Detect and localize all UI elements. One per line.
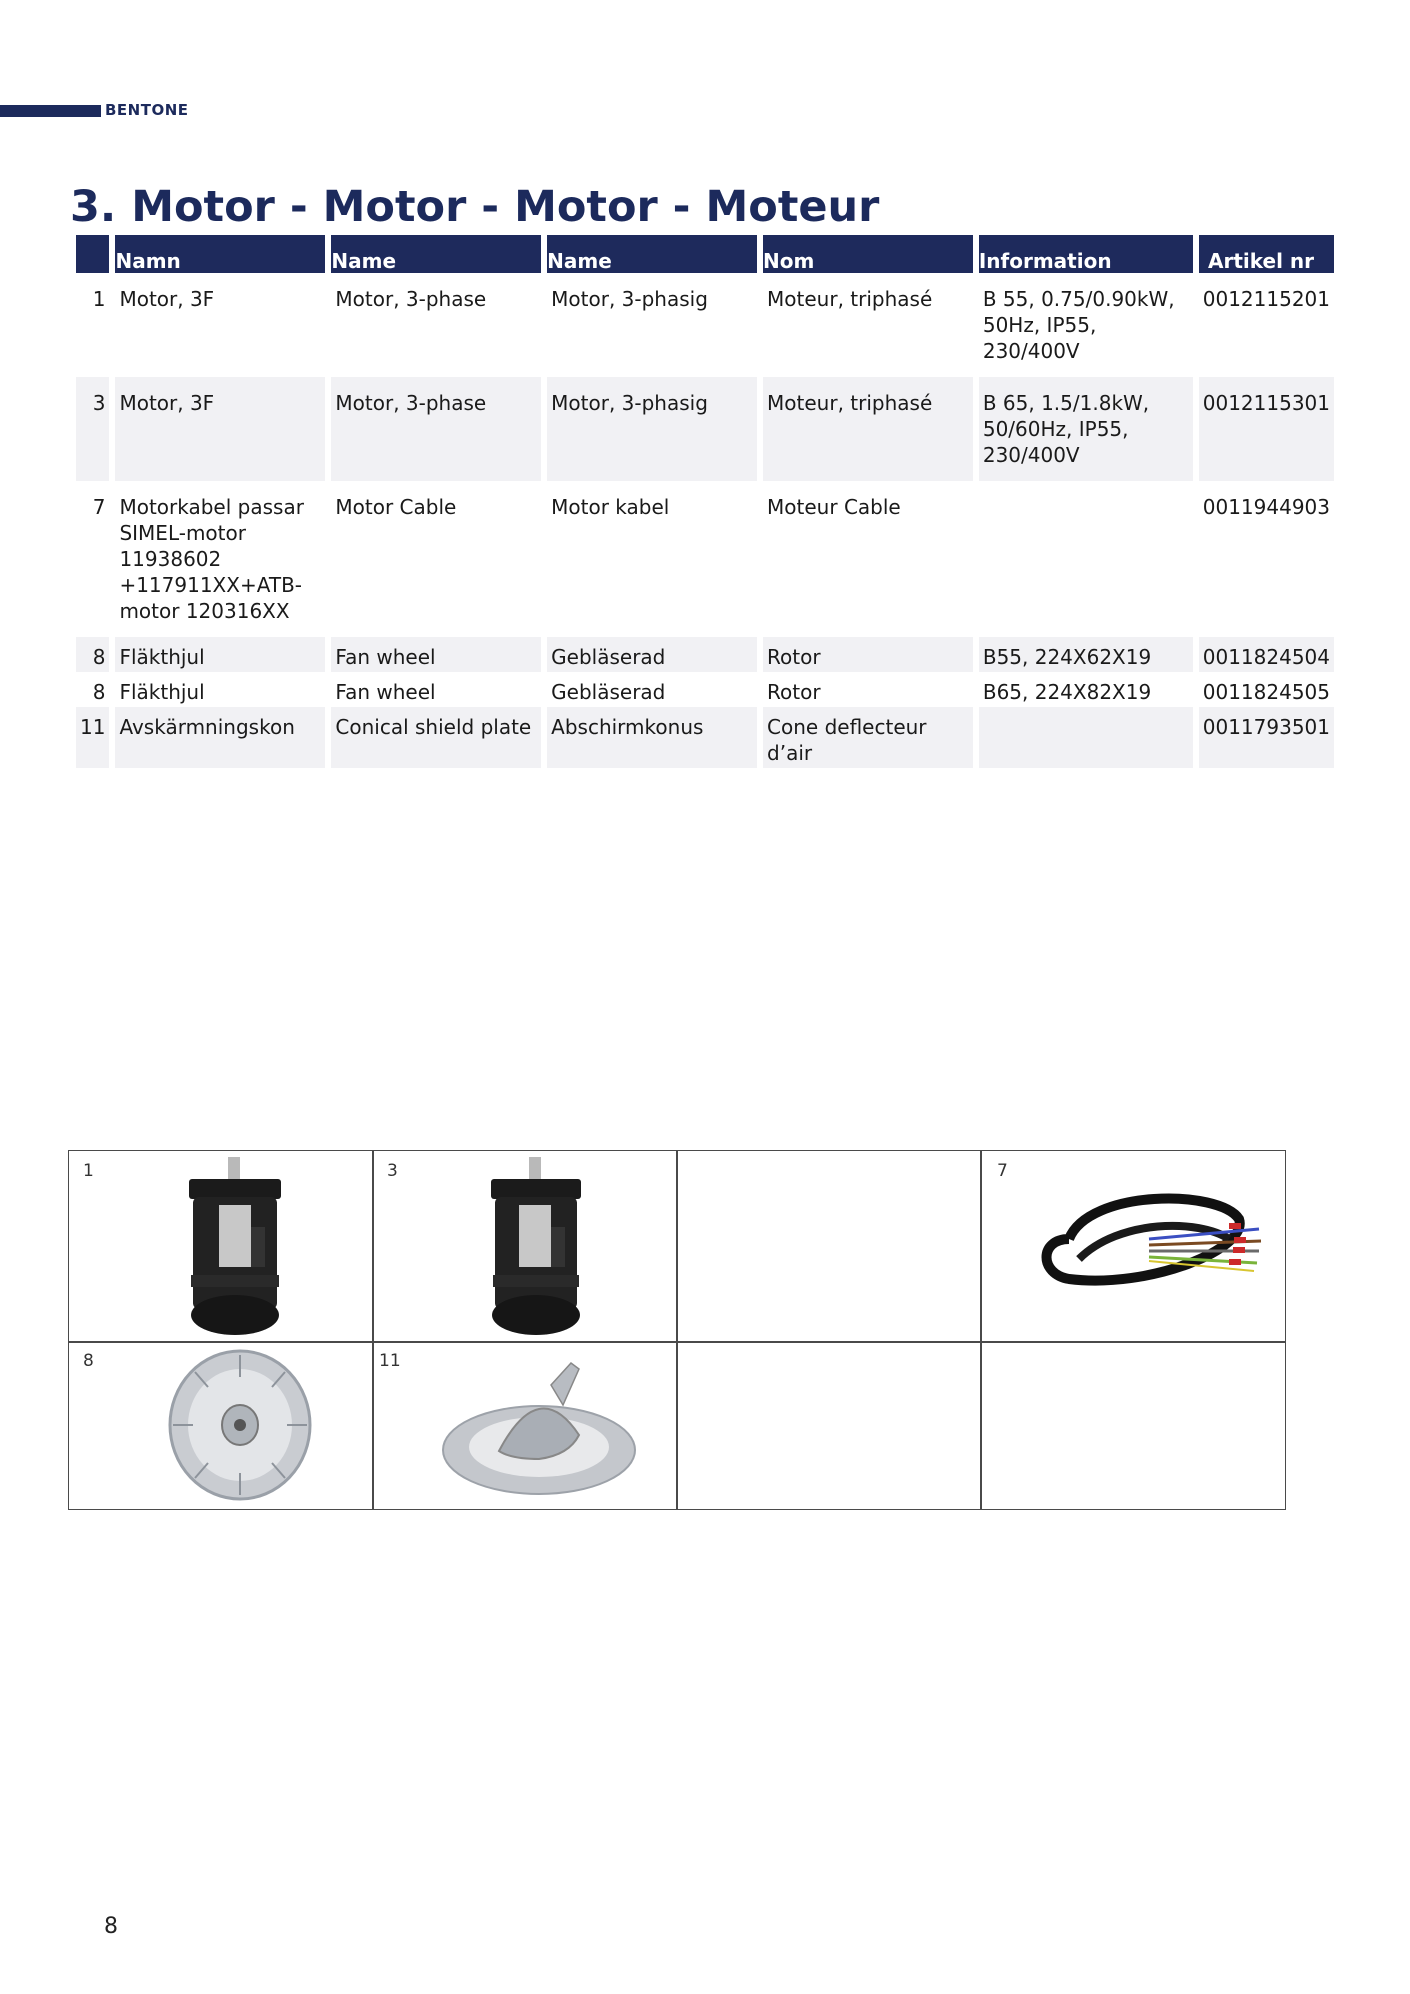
table-row: [76, 377, 1334, 481]
brand-name: BENTONE: [105, 101, 189, 119]
cell-namn: Motor, 3F: [115, 377, 325, 481]
cell-name-en: Motor Cable: [335, 495, 457, 519]
cell-name-en: Motor, 3-phase: [331, 377, 541, 481]
cell-namn: Motor, 3F: [119, 287, 215, 311]
table-row: [76, 481, 1334, 637]
motor-cable-image: [1029, 1179, 1279, 1319]
cell-namn: Fläkthjul: [119, 680, 205, 704]
cell-article-number: 0011944903: [1202, 495, 1330, 519]
grid-divider: [676, 1151, 678, 1509]
col-header-information: Information: [979, 235, 1193, 273]
cell-info: B55, 224X62X19: [979, 637, 1193, 672]
table-row: [76, 707, 1334, 768]
cell-nom: Moteur Cable: [767, 495, 901, 519]
image-label: 1: [83, 1161, 94, 1181]
cell-article-number: 0011824504: [1199, 637, 1334, 672]
cell-namn: Fläkthjul: [115, 637, 325, 672]
page-title: 3. Motor - Motor - Motor - Moteur: [70, 182, 880, 232]
col-header-artikel-nr: Artikel nr: [1199, 235, 1334, 273]
grid-divider: [69, 1341, 1285, 1343]
cell-nom: Cone deflecteur d’air: [763, 707, 973, 768]
table-row: [76, 672, 1334, 707]
col-header-pos: [76, 235, 109, 273]
cell-info: B 65, 1.5/1.8kW, 50/60Hz, IP55, 230/400V: [979, 377, 1193, 481]
image-label: 11: [379, 1351, 401, 1371]
image-label: 7: [997, 1161, 1008, 1181]
fan-wheel-image: [165, 1347, 315, 1502]
parts-table: [70, 235, 1340, 768]
cell-nom: Rotor: [767, 680, 821, 704]
motor-image: [179, 1157, 289, 1337]
cell-name-de: Abschirmkonus: [547, 707, 757, 768]
table-row: [76, 637, 1334, 672]
cell-name-en: Motor, 3-phase: [335, 287, 487, 311]
cell-name-de: Gebläserad: [551, 680, 666, 704]
cell-info: B 55, 0.75/0.90kW, 50Hz, IP55, 230/400V: [982, 287, 1175, 363]
cell-name-de: Gebläserad: [547, 637, 757, 672]
cell-nom: Rotor: [763, 637, 973, 672]
page-number: 8: [104, 1914, 118, 1939]
col-header-nom: Nom: [763, 235, 973, 273]
col-header-name-de: Name: [547, 235, 757, 273]
cell-pos: 7: [92, 495, 106, 519]
table-row: [76, 273, 1334, 377]
cell-pos: 8: [76, 637, 109, 672]
cell-info: B65, 224X82X19: [982, 680, 1152, 704]
cell-article-number: 0011824505: [1202, 680, 1330, 704]
cell-pos: 1: [92, 287, 106, 311]
cell-info: [979, 481, 1193, 637]
image-label: 3: [387, 1161, 398, 1181]
cell-nom: Moteur, triphasé: [767, 287, 933, 311]
cell-name-en: Fan wheel: [331, 637, 541, 672]
col-header-name-en: Name: [331, 235, 541, 273]
grid-divider: [980, 1151, 982, 1509]
image-label: 8: [83, 1351, 94, 1371]
cell-namn: Avskärmningskon: [115, 707, 325, 768]
cell-name-de: Motor, 3-phasig: [547, 377, 757, 481]
cell-pos: 8: [92, 680, 106, 704]
grid-divider: [372, 1151, 374, 1509]
conical-shield-plate-image: [439, 1355, 639, 1500]
cell-pos: 11: [76, 707, 109, 768]
cell-nom: Moteur, triphasé: [763, 377, 973, 481]
cell-namn: Motorkabel passar SIMEL-motor 11938602 +117911XX+ATB-motor 120316XX: [119, 495, 304, 623]
cell-article-number: 0012115301: [1199, 377, 1334, 481]
cell-name-de: Motor kabel: [551, 495, 670, 519]
cell-name-de: Motor, 3-phasig: [551, 287, 708, 311]
table-header-row: [76, 235, 1334, 273]
cell-article-number: 0011793501: [1199, 707, 1334, 768]
cell-pos: 3: [76, 377, 109, 481]
motor-image: [481, 1157, 591, 1337]
brand-bar: [0, 105, 101, 117]
parts-image-grid: [68, 1150, 1286, 1510]
cell-name-en: Fan wheel: [335, 680, 436, 704]
col-header-namn: Namn: [115, 235, 325, 273]
cell-article-number: 0012115201: [1202, 287, 1330, 311]
cell-info: [979, 707, 1193, 768]
cell-name-en: Conical shield plate: [331, 707, 541, 768]
